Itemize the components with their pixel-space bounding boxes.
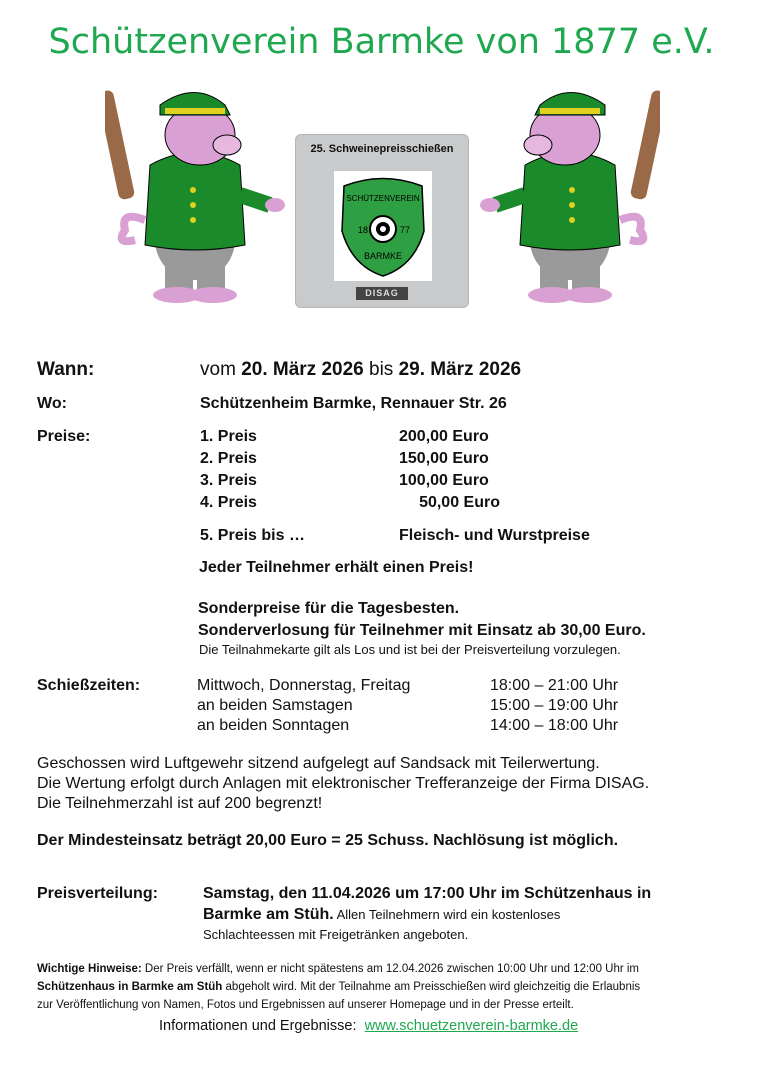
verteilung-label: Preisverteilung: <box>37 885 158 902</box>
prize-rank: 5. Preis bis … <box>200 527 305 544</box>
badge-title: 25. Schweinepreisschießen <box>310 143 454 155</box>
raffle-note: Die Teilnahmekarte gilt als Los und ist bei der Preisverteilung vorzulegen. <box>199 642 621 657</box>
prize-amount: 150,00 Euro <box>399 450 489 467</box>
wo-value: Schützenheim Barmke, Rennauer Str. 26 <box>200 395 507 412</box>
footer <box>159 1018 578 1034</box>
verteilung-line2-rest: Allen Teilnehmern wird ein kostenloses <box>333 907 561 922</box>
zeiten-time: 18:00 – 21:00 Uhr <box>490 677 619 694</box>
notes-text: zur Veröffentlichung von Namen, Fotos und Ergebnissen auf unserer Homepage und in der Presse erteilt. <box>37 999 574 1011</box>
notes-label: Wichtige Hinweise: <box>37 963 142 975</box>
pig-hunter-illustration-left <box>105 80 290 310</box>
wann-end: 29. März 2026 <box>398 359 522 380</box>
special-prizes: Sonderpreise für die Tagesbesten. <box>198 600 460 617</box>
zeiten-days: Mittwoch, Donnerstag, Freitag <box>197 677 411 694</box>
club-crest <box>334 171 432 281</box>
special-raffle: Sonderverlosung für Teilnehmer mit Einsatz ab 30,00 Euro. <box>198 622 646 639</box>
zeiten-time: 15:00 – 19:00 Uhr <box>490 697 619 714</box>
every-participant-prize: Jeder Teilnehmer erhält einen Preis! <box>199 559 474 576</box>
verteilung-place: Barmke am Stüh. <box>203 906 334 923</box>
preise-label: Preise: <box>37 428 91 445</box>
info-line: Geschossen wird Luftgewehr sitzend aufgelegt auf Sandsack mit Teilerwertung. <box>37 755 600 772</box>
prize-rank: 4. Preis <box>200 494 257 511</box>
prize-rank: 3. Preis <box>200 472 257 489</box>
zeiten-time: 14:00 – 18:00 Uhr <box>490 717 619 734</box>
prize-amount: 50,00 Euro <box>419 494 500 511</box>
verteilung-line2 <box>203 906 560 924</box>
crest-year-left: 18 <box>358 225 369 235</box>
prize-rank: 1. Preis <box>200 428 257 445</box>
info-line: Die Wertung erfolgt durch Anlagen mit elektronischer Trefferanzeige der Firma DISAG. <box>37 775 650 792</box>
prize-amount: 200,00 Euro <box>399 428 489 445</box>
prize-rank: 2. Preis <box>200 450 257 467</box>
crest-year-right: 77 <box>400 225 411 235</box>
wo-label: Wo: <box>37 395 67 412</box>
crest-top-text: SCHÜTZENVEREIN <box>346 194 420 203</box>
notes-text: abgeholt wird. Mit der Teilnahme am Preisschießen wird gleichzeitig die Erlaubnis <box>222 981 641 993</box>
wann-mid: bis <box>363 359 399 380</box>
website-link[interactable]: www.schuetzenverein-barmke.de <box>364 1018 579 1034</box>
zeiten-label: Schießzeiten: <box>37 677 141 694</box>
event-badge <box>295 134 469 308</box>
wann-pre: vom <box>200 359 242 380</box>
prize-amount: 100,00 Euro <box>399 472 489 489</box>
footer-label: Informationen und Ergebnisse: <box>159 1018 357 1034</box>
notes-text: Der Preis verfällt, wenn er nicht spätestens am 12.04.2026 zwischen 10:00 Uhr und 12:00 Uhr im <box>141 963 640 975</box>
info-line: Die Teilnehmerzahl ist auf 200 begrenzt! <box>37 795 323 812</box>
verteilung-line1: Samstag, den 11.04.2026 um 17:00 Uhr im Schützenhaus in <box>203 885 652 902</box>
pig-hunter-illustration-right <box>475 80 660 310</box>
page-title: Schützenverein Barmke von 1877 e.V. <box>48 22 715 62</box>
wann-start: 20. März 2026 <box>241 359 364 380</box>
verteilung-line3: Schlachteessen mit Freigetränken angeboten. <box>203 927 469 942</box>
important-notes <box>37 960 640 1014</box>
prize-amount: Fleisch- und Wurstpreise <box>399 527 590 544</box>
wann-value <box>200 359 521 381</box>
notes-place: Schützenhaus in Barmke am Stüh <box>37 981 223 993</box>
zeiten-days: an beiden Samstagen <box>197 697 353 714</box>
crest-bottom-text: BARMKE <box>363 251 403 261</box>
zeiten-days: an beiden Sonntagen <box>197 717 350 734</box>
sponsor-logo: DISAG <box>356 287 408 300</box>
minimum-stake: Der Mindesteinsatz beträgt 20,00 Euro = 25 Schuss. Nachlösung ist möglich. <box>37 832 619 849</box>
wann-label: Wann: <box>37 359 95 380</box>
